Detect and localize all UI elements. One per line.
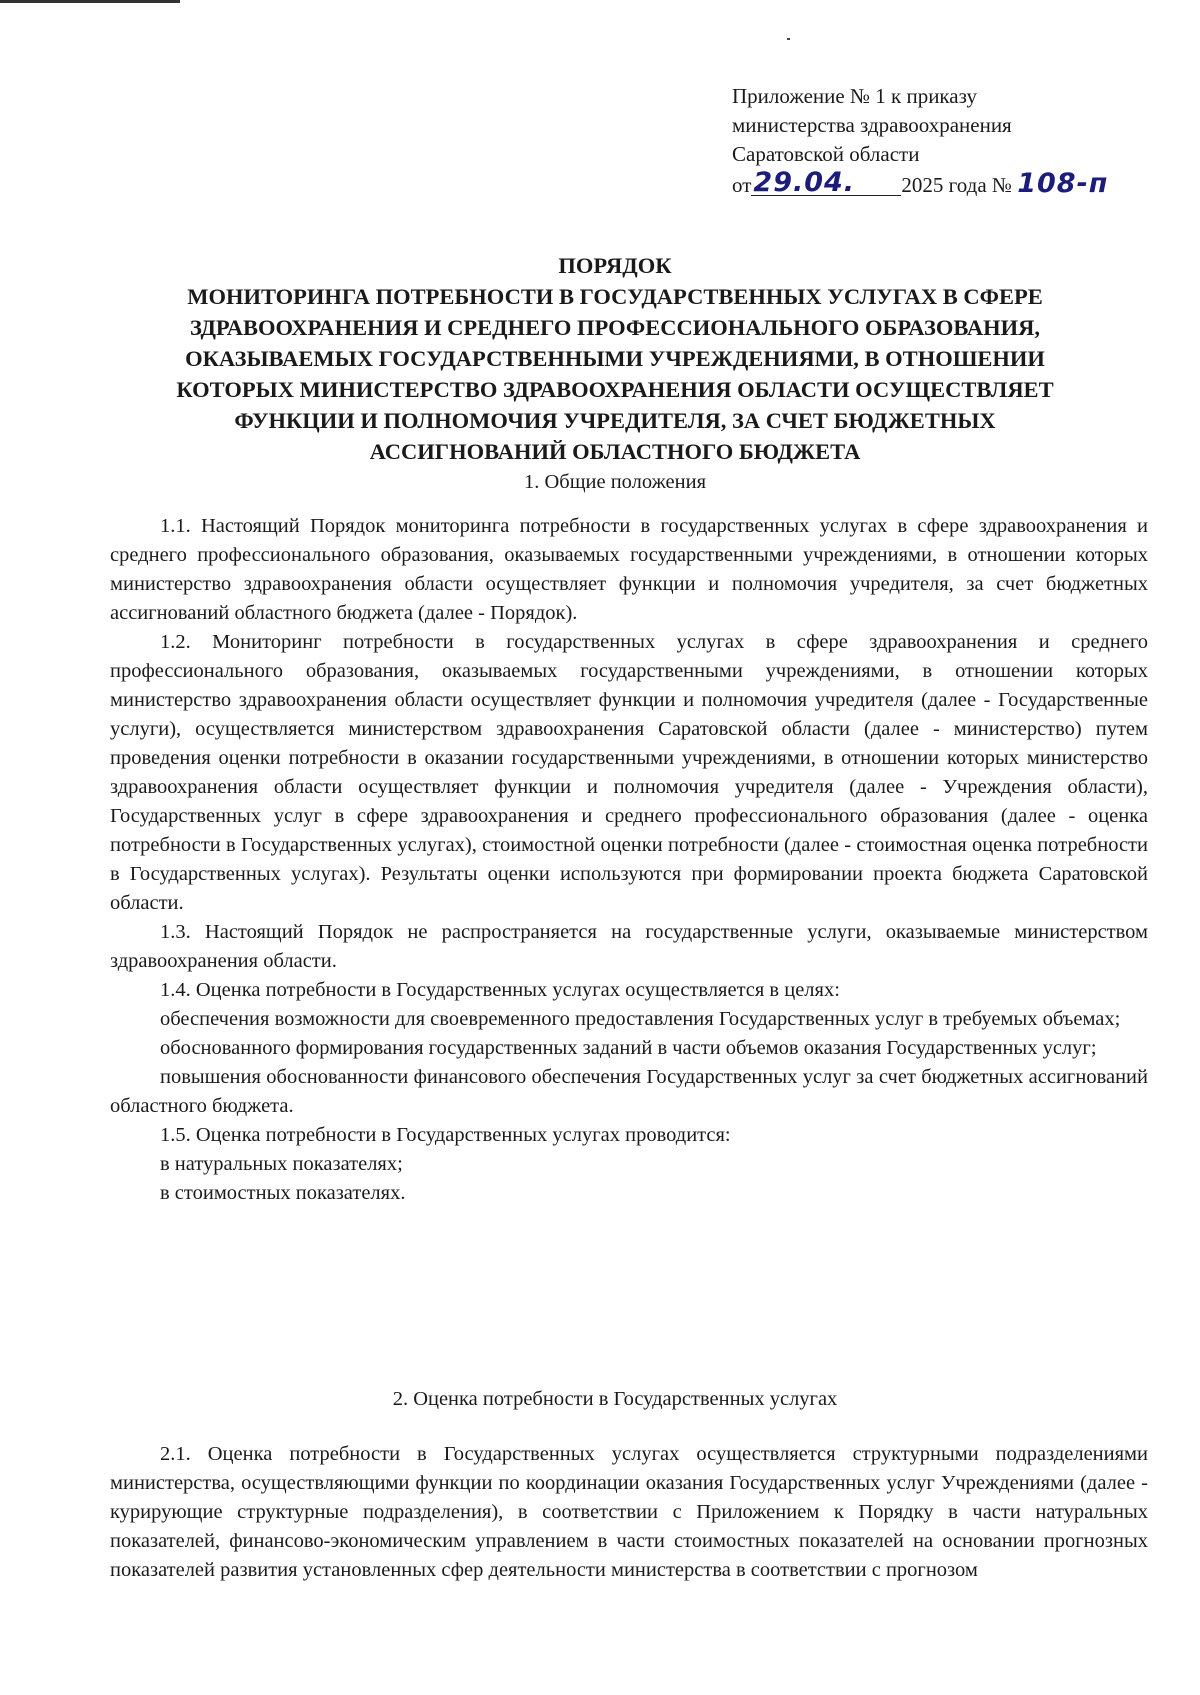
paragraph-1-5-b: в стоимостных показателях.	[160, 1182, 406, 1204]
title-line-3: ЗДРАВООХРАНЕНИЯ И СРЕДНЕГО ПРОФЕССИОНАЛЬНОГО ОБРАЗОВАНИЯ,	[189, 315, 1041, 340]
section-2-body	[110, 1440, 1148, 1585]
paragraph-1-2: 1.2. Мониторинг потребности в государственных услугах в сфере здравоохранения и среднего профессионального образования, оказываемых государственными учреждениями, в отношении которых министерство здравоохранения области осуществляет функции и полномочия учредителя (далее - Государственные услуги), осуществляется министерством здравоохранения Саратовской области (далее - министерство) путем проведения оценки потребности в оказании государственными учреждениями, в отношении которых министерство здравоохранения области осуществляет функции и полномочия учредителя (далее - Учреждения области), Государственных услуг в сфере здравоохранения и среднего профессионального образования (далее - оценка потребности в Государственных услугах), стоимостной оценки потребности (далее - стоимостная оценка потребности в Государственных услугах). Результаты оценки используются при формировании проекта бюджета Саратовской области.	[110, 631, 1148, 914]
title-line-6: ФУНКЦИИ И ПОЛНОМОЧИЯ УЧРЕДИТЕЛЯ, ЗА СЧЕТ БЮДЖЕТНЫХ	[234, 408, 996, 433]
handwritten-date: 29.04.	[753, 167, 856, 198]
paragraph-1-3: 1.3. Настоящий Порядок не распространяется на государственные услуги, оказываемые министерством здравоохранения области.	[110, 921, 1148, 972]
approval-date-line	[732, 169, 1108, 200]
section-1-body	[110, 512, 1148, 1208]
paragraph-1-5: 1.5. Оценка потребности в Государственных услугах проводится:	[160, 1124, 731, 1146]
date-blank	[751, 167, 901, 198]
title-line-1: ПОРЯДОК	[558, 253, 672, 278]
title-line-5: КОТОРЫХ МИНИСТЕРСТВО ЗДРАВООХРАНЕНИЯ ОБЛАСТИ ОСУЩЕСТВЛЯЕТ	[176, 377, 1054, 402]
paragraph-1-4-b: обоснованного формирования государственных заданий в части объемов оказания Государственных услуг;	[160, 1037, 1097, 1059]
scan-speck	[787, 38, 790, 40]
section-2-heading: 2. Оценка потребности в Государственных услугах	[392, 1388, 838, 1410]
approval-block	[732, 82, 1108, 200]
title-line-7: АССИГНОВАНИЙ ОБЛАСТНОГО БЮДЖЕТА	[369, 439, 861, 464]
title-line-4: ОКАЗЫВАЕМЫХ ГОСУДАРСТВЕННЫМИ УЧРЕЖДЕНИЯМИ, В ОТНОШЕНИИ	[185, 346, 1045, 371]
handwritten-number: 108-п	[1017, 168, 1109, 199]
approval-line-1: Приложение № 1 к приказу	[732, 84, 977, 108]
section-1-heading: 1. Общие положения	[524, 471, 706, 493]
paragraph-1-4: 1.4. Оценка потребности в Государственных услугах осуществляется в целях:	[160, 979, 840, 1001]
scan-edge-mark	[0, 0, 180, 3]
approval-line-2: министерства здравоохранения	[732, 113, 1012, 137]
paragraph-1-4-c: повышения обоснованности финансового обеспечения Государственных услуг за счет бюджетных ассигнований областного бюджета.	[110, 1066, 1148, 1117]
document-title	[110, 250, 1120, 467]
approval-line-3: Саратовской области	[732, 142, 920, 166]
paragraph-1-1: 1.1. Настоящий Порядок мониторинга потребности в государственных услугах в сфере здравоохранения и среднего профессионального образования, оказываемых государственными учреждениями, в отношении которых министерство здравоохранения области осуществляет функции и полномочия учредителя, за счет бюджетных ассигнований областного бюджета (далее - Порядок).	[110, 515, 1148, 624]
title-line-2: МОНИТОРИНГА ПОТРЕБНОСТИ В ГОСУДАРСТВЕННЫХ УСЛУГАХ В СФЕРЕ	[187, 284, 1043, 309]
paragraph-2-1: 2.1. Оценка потребности в Государственных услугах осуществляется структурными подразделениями министерства, осуществляющими функции по координации оказания Государственных услуг Учреждениями (далее - курирующие структурные подразделения), в соответствии с Приложением к Порядку в части натуральных показателей, финансово-экономическим управлением в части стоимостных показателей на основании прогнозных показателей развития установленных сфер деятельности министерства в соответствии с прогнозом	[110, 1443, 1148, 1581]
paragraph-1-5-a: в натуральных показателях;	[160, 1153, 403, 1175]
date-prefix: от	[732, 173, 752, 197]
paragraph-1-4-a: обеспечения возможности для своевременного предоставления Государственных услуг в требуемых объемах;	[160, 1008, 1121, 1030]
number-label: №	[991, 173, 1012, 197]
year-text: 2025 года	[901, 173, 987, 197]
